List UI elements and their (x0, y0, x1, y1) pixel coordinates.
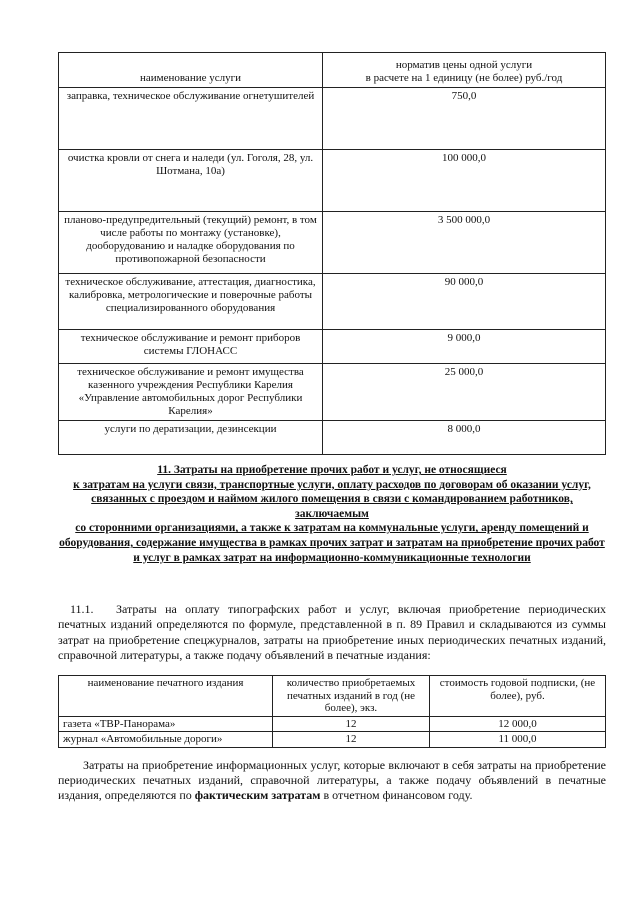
service-price: 100 000,0 (323, 150, 606, 212)
service-price: 90 000,0 (323, 274, 606, 330)
publication-name: газета «ТВР-Панорама» (59, 716, 273, 732)
paragraph-information-services (58, 758, 606, 804)
publication-quantity: 12 (273, 716, 430, 732)
header-subscription-cost: стоимость годовой подписки, (не более), руб. (430, 676, 606, 717)
paragraph-11-1 (58, 602, 606, 664)
header-price-line1: норматив цены одной услуги (395, 59, 533, 71)
table-row (59, 150, 606, 212)
table-row (59, 274, 606, 330)
table-header-row (59, 676, 606, 717)
header-publication-name: наименование печатного издания (59, 676, 273, 717)
service-price: 9 000,0 (323, 330, 606, 364)
publication-cost: 11 000,0 (430, 732, 606, 748)
table-row (59, 330, 606, 364)
service-price: 8 000,0 (323, 421, 606, 455)
service-name: заправка, техническое обслуживание огнетушителей (59, 88, 323, 150)
publication-cost: 12 000,0 (430, 716, 606, 732)
table-row (59, 732, 606, 748)
service-price: 3 500 000,0 (323, 212, 606, 274)
header-quantity: количество приобретаемых печатных изданий в год (не более), экз. (273, 676, 430, 717)
table-row (59, 421, 606, 455)
table-row (59, 88, 606, 150)
table-row (59, 212, 606, 274)
paragraph-number: 11.1. (70, 602, 94, 616)
header-service-name: наименование услуги (59, 53, 323, 88)
paragraph-text-after: в отчетном финансовом году. (323, 788, 473, 803)
service-name: планово-предупредительный (текущий) ремонт, в том числе работы по монтажу (установке), дооборудованию и наладке оборудования по противопожарной безопасности (59, 212, 323, 274)
services-price-table (58, 52, 606, 455)
paragraph-text: Затраты на оплату типографских работ и услуг, включая приобретение периодических печатных изданий определяются по формуле, представленной в п. 89 Правил и складываются из суммы затрат на приобретение спецжурналов, затраты на приобретение иных периодических печатных изданий, справочной литературы, а также подачу объявлений в печатные издания: (58, 602, 606, 663)
service-name: техническое обслуживание и ремонт приборов системы ГЛОНАСС (59, 330, 323, 364)
service-name: очистка кровли от снега и наледи (ул. Гоголя, 28, ул. Шотмана, 10а) (59, 150, 323, 212)
header-price-line2: в расчете на 1 единицу (не более) руб./год (365, 72, 563, 84)
periodicals-table (58, 675, 606, 748)
service-price: 25 000,0 (323, 364, 606, 421)
table-row (59, 716, 606, 732)
header-price-norm (323, 53, 606, 88)
section-heading-line1: 11. Затраты на приобретение прочих работ и услуг, не относящиеся (157, 464, 507, 476)
section-heading-line3: со сторонними организациями, а также к затратам на коммунальные услуги, аренду помещений и оборудования, содержание имущества в рамках прочих затрат и затратам на приобретение прочих работ и услуг в рамках затрат на информационно-коммуникационные технологии (59, 522, 605, 564)
service-price: 750,0 (323, 88, 606, 150)
table-row (59, 364, 606, 421)
table-header-row (59, 53, 606, 88)
service-name: техническое обслуживание и ремонт имущества казенного учреждения Республики Карелия «Управление автомобильных дорог Республики Карелия» (59, 364, 323, 421)
service-name: услуги по дератизации, дезинсекции (59, 421, 323, 455)
publication-quantity: 12 (273, 732, 430, 748)
paragraph-text-before: Затраты на приобретение информационных услуг, которые включают в себя затраты на приобретение периодических печатных изданий, справочной литературы, а также подачу объявлений в печатные издания, определяются по (58, 758, 606, 803)
paragraph-bold-phrase: фактическим затратам (194, 788, 321, 803)
section-11-heading (58, 463, 606, 565)
service-name: техническое обслуживание, аттестация, диагностика, калибровка, метрологические и поверочные работы специализированного оборудования (59, 274, 323, 330)
publication-name: журнал «Автомобильные дороги» (59, 732, 273, 748)
section-heading-line2: к затратам на услуги связи, транспортные услуги, оплату расходов по договорам об оказании услуг, связанных с проездом и наймом жилого помещения в связи с командированием работников, заключаемым (73, 478, 591, 520)
